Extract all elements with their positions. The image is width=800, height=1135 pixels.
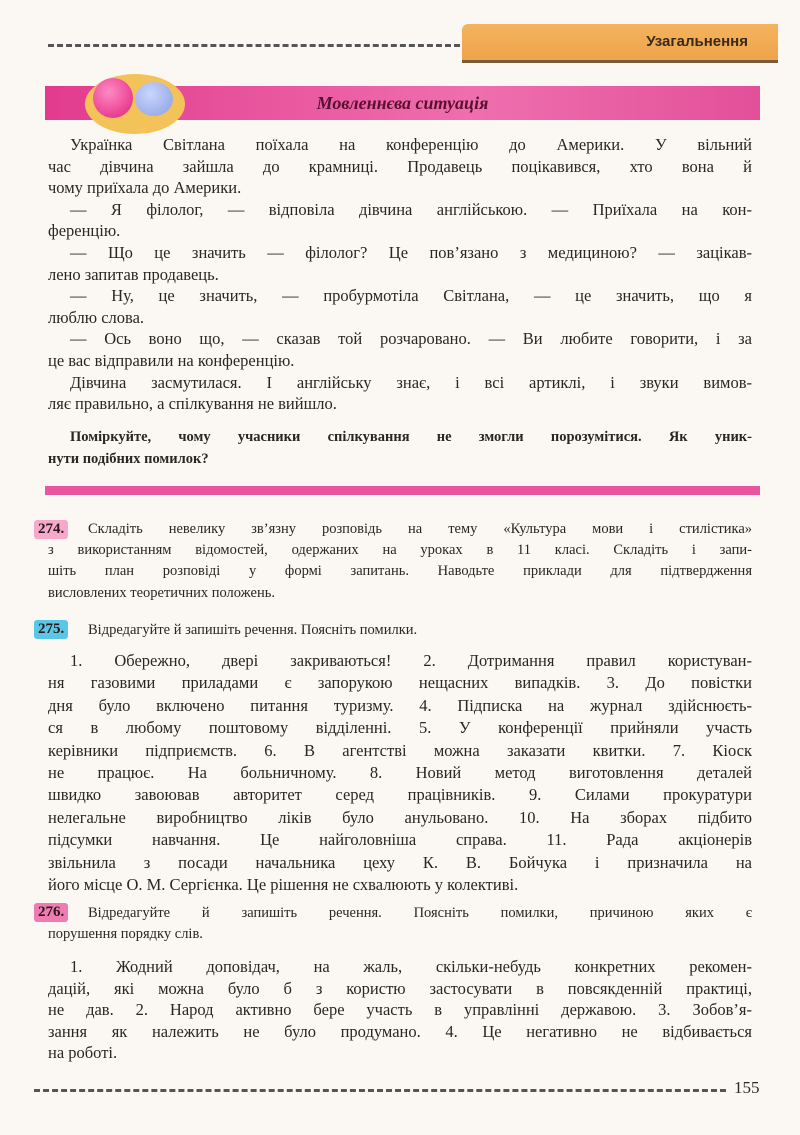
text-line: — Що це значить — філолог? Це пов’язано з медициною? — зацікав- <box>70 242 752 262</box>
text-line: Поміркуйте, чому учасники спілкування не змогли порозумітися. Як уник- <box>70 429 752 445</box>
text-line: керівники підприємств. 6. В агентстві можна заказати квитки. 7. Кіоск <box>48 740 752 760</box>
text-line: нелегальне виробництво ліків було анульовано. 10. На зборах підбито <box>48 807 752 827</box>
text-line: дацій, які можна було б з користю застосувати в повсякденній практиці, <box>48 978 752 998</box>
story-text <box>48 134 752 415</box>
text-line: лено запитав продавець. <box>48 264 219 284</box>
text-line: Складіть невелику зв’язну розповідь на тему «Культура мови і стилістика» <box>88 521 752 537</box>
text-line: Українка Світлана поїхала на конференцію до Америки. У вільний <box>70 135 752 154</box>
text-line: Дівчина засмутилася. І англійську знає, і всі артиклі, і звуки вимов- <box>70 372 752 392</box>
text-line: ся в любому поштовому відділенні. 5. У конференції прийняли участь <box>48 718 752 738</box>
text-line: ференцію. <box>48 221 121 241</box>
exercise-number-275: 275. <box>34 620 68 639</box>
text-line: швидко завоював авторитет серед працівників. 9. Силами прокуратури <box>48 785 752 805</box>
text-line: на роботі. <box>48 1043 118 1062</box>
footer-dashed-rule <box>34 1089 726 1092</box>
text-line: не дав. 2. Народ активно бере участь в управлінні державою. 3. Зобов’я- <box>48 1000 752 1019</box>
text-line: — Я філолог, — відповіла дівчина англійською. — Приїхала на кон- <box>70 199 752 219</box>
text-line: ляє правильно, а спілкування не вийшло. <box>48 394 337 414</box>
header-dashed-rule <box>48 44 460 47</box>
text-line: люблю слова. <box>48 307 145 327</box>
discussion-question <box>48 426 752 470</box>
exercise-276-sentences <box>48 956 752 1064</box>
text-line: не працює. На больничному. 8. Новий метод виготовлення деталей <box>48 762 752 782</box>
text-line: дня було включено питання туризму. 4. Підписка на журнал здійснюєть- <box>48 695 752 715</box>
text-line: шіть план розповіді у формі запитань. Наводьте приклади для підтвердження <box>48 563 752 580</box>
exercise-275-task <box>48 620 752 641</box>
text-line: звільнила з посади начальника цеху К. В. Бойчука і призначила на <box>48 852 752 872</box>
exercise-number-276: 276. <box>34 903 68 922</box>
text-line: 1. Обережно, двері закриваються! 2. Дотримання правил користуван- <box>70 651 752 670</box>
section-divider <box>45 486 760 495</box>
banner-title: Мовленнєва ситуація <box>316 93 489 113</box>
text-line: висловлених теоретичних положень. <box>48 584 275 601</box>
exercise-number-274: 274. <box>34 520 68 539</box>
text-line: ня газовими приладами є запорукою нещасних випадків. 3. До повістки <box>48 673 752 693</box>
exercise-276-task <box>48 903 752 945</box>
text-line: підсумки навчання. Це найголовніша справа. 11. Рада акціонерів <box>48 830 752 850</box>
exercise-274-task <box>48 519 752 604</box>
text-line: 1. Жодний доповідач, на жаль, скільки-небудь конкретних рекомен- <box>70 957 752 976</box>
text-line: порушення порядку слів. <box>48 926 203 943</box>
text-line: з використанням відомостей, одержаних на уроках в 11 класі. Складіть і запи- <box>48 542 752 559</box>
text-line: його місце О. М. Сергієнка. Це рішення не схвалюють у колективі. <box>48 874 519 894</box>
section-tab-label: Узагальнення <box>646 33 748 50</box>
exercise-275-sentences <box>48 650 752 896</box>
text-line: чому приїхала до Америки. <box>48 178 242 198</box>
text-line: час дівчина зайшла до крамниці. Продавець поцікавився, хто вона й <box>48 156 752 176</box>
speech-bubbles-icon <box>85 74 185 134</box>
text-line: це вас відправили на конференцію. <box>48 350 295 370</box>
text-line: нути подібних помилок? <box>48 451 209 467</box>
section-tab <box>462 24 778 60</box>
text-line: Відредагуйте й запишіть речення. Поясніть помилки, причиною яких є <box>88 905 752 921</box>
text-line: — Ну, це значить, — пробурмотіла Світлана, — це значить, що я <box>70 286 752 306</box>
text-line: Відредагуйте й запишіть речення. Поясніть помилки. <box>88 622 418 638</box>
text-line: зання як належить не було продумано. 4. Це негативно не відбивається <box>48 1021 752 1041</box>
page-number: 155 <box>734 1078 760 1097</box>
text-line: — Ось воно що, — сказав той розчаровано. — Ви любите говорити, і за <box>70 329 752 349</box>
